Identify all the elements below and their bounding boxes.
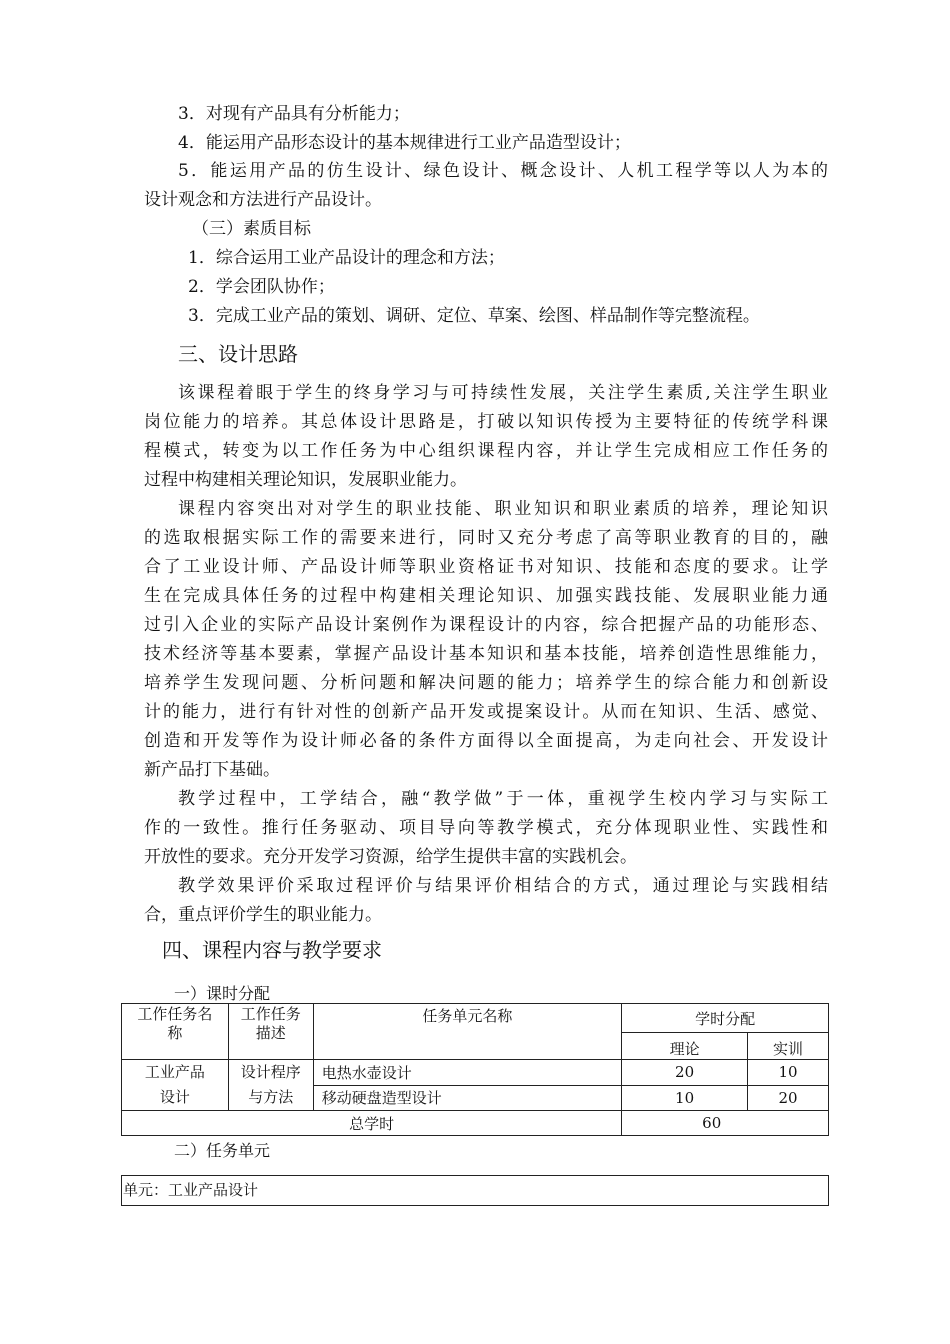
sub1-title: 一）课时分配 (174, 984, 271, 1003)
para2-line: 合了工业设计师、产品设计师等职业资格证书对知识、技能和态度的要求。让学 (144, 557, 828, 577)
quality-item-3: 3．完成工业产品的策划、调研、定位、草案、绘图、样品制作等完整流程。 (188, 306, 760, 326)
theory-cell: 20 (622, 1060, 748, 1086)
para2-line: 的选取根据实际工作的需要来进行，同时又充分考虑了高等职业教育的目的，融 (144, 528, 828, 548)
practice-cell: 10 (748, 1060, 829, 1086)
para3-line: 教学过程中，工学结合，融“教学做”于一体，重视学生校内学习与实际工 (178, 789, 828, 809)
header-theory: 理论 (622, 1033, 748, 1060)
para2-line: 过引入企业的实际产品设计案例作为课程设计的内容，综合把握产品的功能形态、 (144, 615, 828, 635)
para2-line: 课程内容突出对对学生的职业技能、职业知识和职业素质的培养，理论知识 (178, 499, 828, 519)
para2-line: 生在完成具体任务的过程中构建相关理论知识、加强实践技能、发展职业能力通 (144, 586, 828, 606)
para1-line: 过程中构建相关理论知识，发展职业能力。 (144, 470, 467, 490)
task-desc-cell: 设计程序 与方法 (228, 1060, 313, 1111)
para1-line: 岗位能力的培养。其总体设计思路是，打破以知识传授为主要特征的传统学科课 (144, 412, 828, 432)
total-label-cell: 总学时 (122, 1111, 622, 1136)
theory-cell: 10 (622, 1085, 748, 1111)
total-value-cell: 60 (622, 1111, 829, 1136)
para2-line: 计的能力，进行有针对性的创新产品开发或提案设计。从而在知识、生活、感觉、 (144, 702, 828, 722)
sub2-title: 二）任务单元 (174, 1141, 271, 1160)
hours-table (121, 1003, 829, 1136)
header-hours: 学时分配 (622, 1004, 829, 1033)
para2-line: 创造和开发等作为设计师必备的条件方面得以全面提高，为走向社会、开发设计 (144, 731, 828, 751)
skill-item-5: 5．能运用产品的仿生设计、绿色设计、概念设计、人机工程学等以人为本的 (178, 161, 828, 181)
unit-name-cell: 电热水壶设计 (313, 1060, 621, 1086)
para3-line: 作的一致性。推行任务驱动、项目导向等教学模式，充分体现职业性、实践性和 (144, 818, 828, 838)
para4-line: 合，重点评价学生的职业能力。 (144, 905, 382, 925)
para3-line: 开放性的要求。充分开发学习资源，给学生提供丰富的实践机会。 (144, 847, 637, 867)
para1-line: 程模式，转变为以工作任务为中心组织课程内容，并让学生完成相应工作任务的 (144, 441, 828, 461)
quality-item-2: 2．学会团队协作； (188, 277, 335, 297)
para1-line: 该课程着眼于学生的终身学习与可持续性发展，关注学生素质,关注学生职业 (178, 383, 828, 403)
header-practice: 实训 (748, 1033, 829, 1060)
skill-item-4: 4．能运用产品形态设计的基本规律进行工业产品造型设计； (178, 133, 631, 153)
practice-cell: 20 (748, 1085, 829, 1111)
unit-label: 单元：工业产品设计 (123, 1181, 259, 1199)
para2-line: 新产品打下基础。 (144, 760, 280, 780)
unit-box (121, 1175, 829, 1206)
skill-item-3: 3．对现有产品具有分析能力； (178, 104, 410, 124)
para2-line: 培养学生发现问题、分析问题和解决问题的能力；培养学生的综合能力和创新设 (144, 673, 828, 693)
section4-title: 四、课程内容与教学要求 (162, 938, 382, 962)
header-unit-name: 任务单元名称 (313, 1004, 621, 1060)
header-task-name: 工作任务名 称 (122, 1004, 229, 1060)
header-task-desc: 工作任务 描述 (228, 1004, 313, 1060)
section3-title: 三、设计思路 (178, 342, 298, 366)
unit-name-cell: 移动硬盘造型设计 (313, 1085, 621, 1111)
quality-item-1: 1．综合运用工业产品设计的理念和方法； (188, 248, 505, 268)
quality-heading: （三）素质目标 (192, 219, 311, 239)
para2-line: 技术经济等基本要素，掌握产品设计基本知识和基本技能，培养创造性思维能力， (144, 644, 828, 664)
para4-line: 教学效果评价采取过程评价与结果评价相结合的方式，通过理论与实践相结 (178, 876, 828, 896)
skill-item-5-cont: 设计观念和方法进行产品设计。 (144, 190, 382, 210)
task-name-cell: 工业产品 设计 (122, 1060, 229, 1111)
